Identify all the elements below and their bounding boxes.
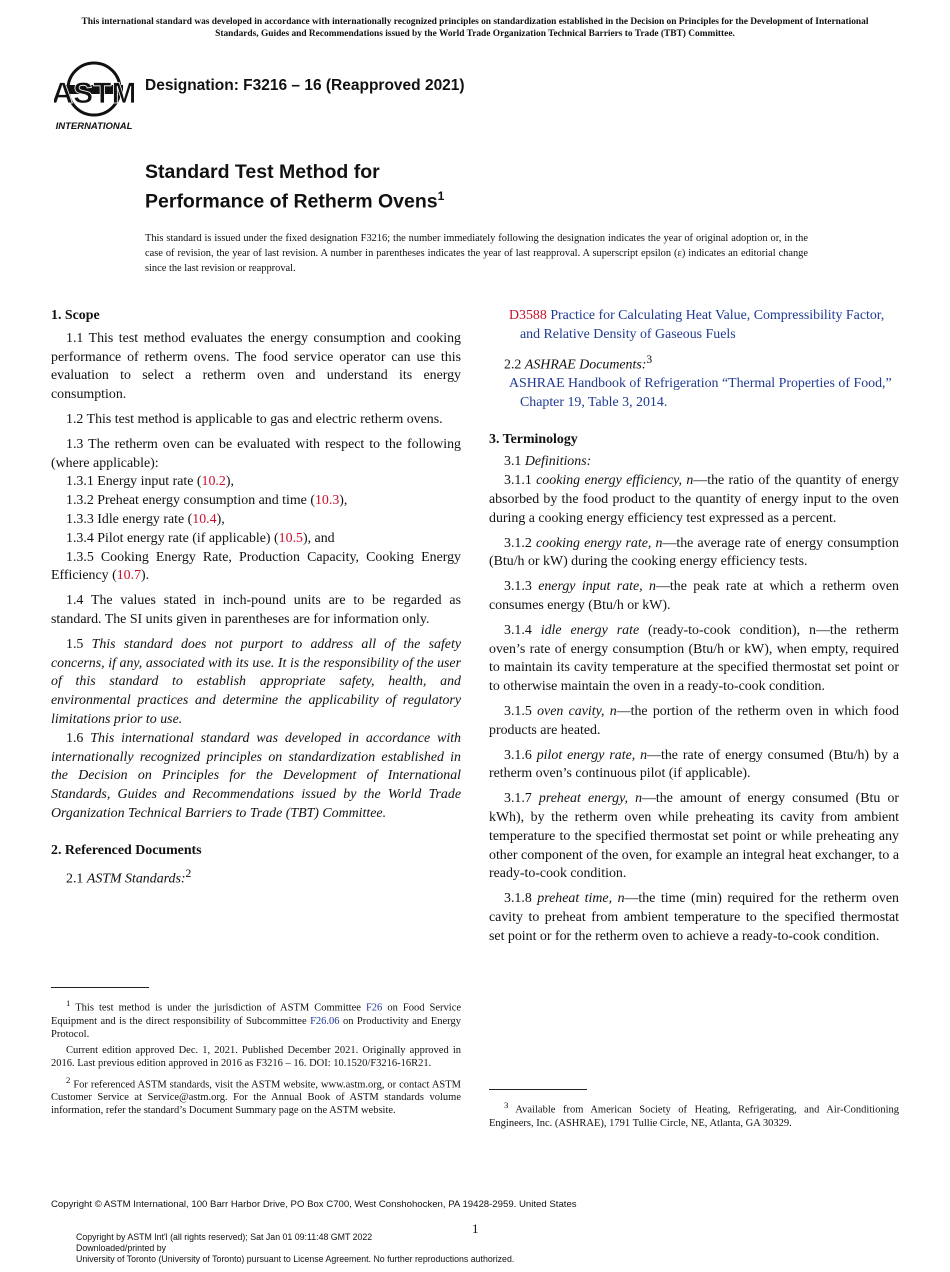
footnote-mark-3[interactable]: 3: [646, 352, 653, 366]
def-3-1-8: 3.1.8 preheat time, n—the time (min) required for the retherm oven cavity to preheat from ambient temperature to the specified thermostat set point or for the retherm oven to achieve a ready-to-cook condition.: [489, 891, 899, 944]
ref-ashrae-handbook[interactable]: ASHRAE Handbook of Refrigeration “Thermal Properties of Food,” Chapter 19, Table 3, 2014.: [509, 376, 892, 410]
para-1-4: 1.4 The values stated in inch-pound units are to be regarded as standard. The SI units given in parentheses are for information only.: [51, 593, 461, 627]
page-number: 1: [472, 1221, 479, 1236]
xref-link[interactable]: 10.3: [314, 493, 340, 509]
page-title: [145, 160, 444, 214]
subcommittee-link[interactable]: F26.06: [310, 1015, 340, 1027]
def-3-1-2: 3.1.2 cooking energy rate, n—the average rate of energy consumption (Btu/h or kW) during the cooking energy efficiency tests.: [489, 535, 899, 570]
def-3-1-5: 3.1.5 oven cavity, n—the portion of the retherm oven in which food products are heated.: [489, 703, 899, 738]
right-column: [489, 307, 899, 947]
xref-link[interactable]: 10.4: [192, 511, 217, 527]
footnote-mark-2[interactable]: 2: [185, 866, 192, 880]
issuance-note: This standard is issued under the fixed designation F3216; the number immediately following the designation indicates the year of original adoption or, in the case of revision, the year of last revision. A number in parentheses indicates the year of last reapproval. A superscript epsilon (ε) indicates an editorial change since the last revision or reapproval.: [145, 233, 808, 274]
download-notice: Copyright by ASTM Int'l (all rights reserved); Sat Jan 01 09:11:48 GMT 2022 Downloaded/printed by University of Toronto (University of Toronto) pursuant to License Agreement. No further reproductions authorized.: [76, 1232, 515, 1264]
def-3-1-1: 3.1.1 cooking energy efficiency, n—the ratio of the quantity of energy absorbed by the food product to the quantity of energy input to the oven during a cooking energy efficiency test expressed as a percent.: [489, 473, 899, 526]
ref-d3588-code[interactable]: D3588: [509, 308, 547, 323]
title-footnote-mark[interactable]: 1: [437, 189, 445, 203]
def-3-1-6: 3.1.6 pilot energy rate, n—the rate of energy consumed (Btu/h) by a retherm oven’s continuous pilot (if applicable).: [489, 747, 899, 782]
committee-link[interactable]: F26: [365, 1002, 383, 1014]
title-line-1: Standard Test Method for: [145, 161, 380, 183]
list-item-1-3-4: 1.3.4 Pilot energy rate (if applicable) (10.5), and: [66, 530, 335, 546]
def-3-1-3: 3.1.3 energy input rate, n—the peak rate at which a retherm oven consumes energy (Btu/h or kW).: [489, 579, 899, 613]
para-3-1: 3.1 Definitions:: [504, 454, 592, 470]
ref-d3588: [489, 307, 899, 345]
list-item-1-3-5: 1.3.5 Cooking Energy Rate, Production Capacity, Cooking Energy Efficiency (10.7).: [51, 549, 461, 584]
xref-link[interactable]: 10.7: [116, 568, 142, 584]
footnotes-right: [489, 1089, 899, 1133]
xref-link[interactable]: 10.2: [201, 474, 226, 490]
list-item-1-3-2: 1.3.2 Preheat energy consumption and time (10.3),: [66, 493, 348, 509]
tbt-banner: This international standard was developed in accordance with internationally recognized principles on standardization established in the Decision on Principles for the Development of International Standards, Guides and Recommendations issued by the World Trade Organization Technical Barriers to Trade (TBT) Committee.: [81, 17, 869, 39]
section-terminology-heading: 3. Terminology: [489, 431, 578, 447]
logo-letters: ASTM: [54, 77, 134, 110]
section-scope-heading: 1. Scope: [51, 308, 100, 323]
section-referenced-docs-heading: 2. Referenced Documents: [51, 842, 202, 858]
footnote-rule: [489, 1089, 587, 1090]
para-2-2: 2.2 ASHRAE Documents:$^3$: [504, 352, 653, 373]
para-1-1: 1.1 This test method evaluates the energy consumption and cooking performance of retherm ovens. The food service operator can use this evaluation to select a retherm oven and understand its energy consumption.: [51, 330, 461, 403]
copyright-line: Copyright © ASTM International, 100 Barr Harbor Drive, PO Box C700, West Conshohocken, PA 19428-2959. United States: [51, 1199, 577, 1210]
designation: Designation: F3216 – 16 (Reapproved 2021): [145, 77, 465, 94]
xref-link[interactable]: 10.5: [278, 530, 303, 546]
footnote-2: $^2$ For referenced ASTM standards, visit the ASTM website, www.astm.org, or contact ASTM Customer Service at Service@astm.org. For the Annual Book of ASTM standards volume information, refer the standard’s Document Summary page on the ASTM website.: [51, 1074, 461, 1117]
para-1-2: 1.2 This test method is applicable to gas and electric retherm ovens.: [66, 411, 443, 427]
ref-d3588-title[interactable]: Practice for Calculating Heat Value, Compressibility Factor, and Relative Density of Gaseous Fuels: [520, 308, 885, 342]
para-1-6: 1.6 This international standard was developed in accordance with internationally recognized principles on standardization established in the Decision on Principles for the Development of International Standards, Guides and Recommendations issued by the World Trade Organization Technical Barriers to Trade (TBT) Committee.: [51, 730, 461, 821]
para-1-5: 1.5 This standard does not purport to address all of the safety concerns, if any, associated with its use. It is the responsibility of the user of this standard to establish appropriate safety, health, and environmental practices and determine the applicability of regulatory limitations prior to use.: [51, 636, 461, 727]
title-line-2: Performance of Retherm Ovens: [145, 190, 438, 213]
def-3-1-4: 3.1.4 idle energy rate (ready-to-cook condition), n—the retherm oven’s rate of energy consumption (Btu/h or kW), when empty, required to maintain its cavity temperature at the specified thermostat set point or to otherwise maintain the oven in a ready-to-cook condition.: [489, 622, 899, 695]
footnote-rule: [51, 987, 149, 988]
list-item-1-3-3: 1.3.3 Idle energy rate (10.4),: [66, 511, 225, 527]
logo-sub: INTERNATIONAL: [55, 121, 133, 132]
footnote-1-edition: Current edition approved Dec. 1, 2021. Published December 2021. Originally approved in 2016. Last previous edition approved in 2016 as F3216 – 16. DOI: 10.1520/F3216-16R21.: [51, 1045, 461, 1070]
list-item-1-3-1: 1.3.1 Energy input rate (10.2),: [66, 474, 234, 490]
para-2-1: 2.1 ASTM Standards:$^2$: [66, 866, 192, 887]
left-column: [51, 307, 461, 889]
def-3-1-7: 3.1.7 preheat energy, n—the amount of energy consumed (Btu or kWh), by the retherm oven while preheating its cavity from ambient temperature to the specified thermostat set point or while preheating any other component of the oven, for example an integral heat exchanger, to a ready-to-cook condition.: [489, 791, 900, 882]
footnotes-left: [51, 987, 461, 1121]
astm-logo: [54, 58, 134, 132]
footnote-3: $^3$ Available from American Society of Heating, Refrigerating, and Air-Conditioning Engineers, Inc. (ASHRAE), 1791 Tullie Circle, NE, Atlanta, GA 30329.: [489, 1100, 900, 1129]
para-1-3: 1.3 The retherm oven can be evaluated with respect to the following (where applicable):: [51, 436, 461, 471]
footnote-1: $^1$ This test method is under the jurisdiction of ASTM Committee F26 on Food Service Equipment and is the direct responsibility of Subcommittee F26.06 on Productivity and Energy Protocol.: [51, 998, 462, 1040]
